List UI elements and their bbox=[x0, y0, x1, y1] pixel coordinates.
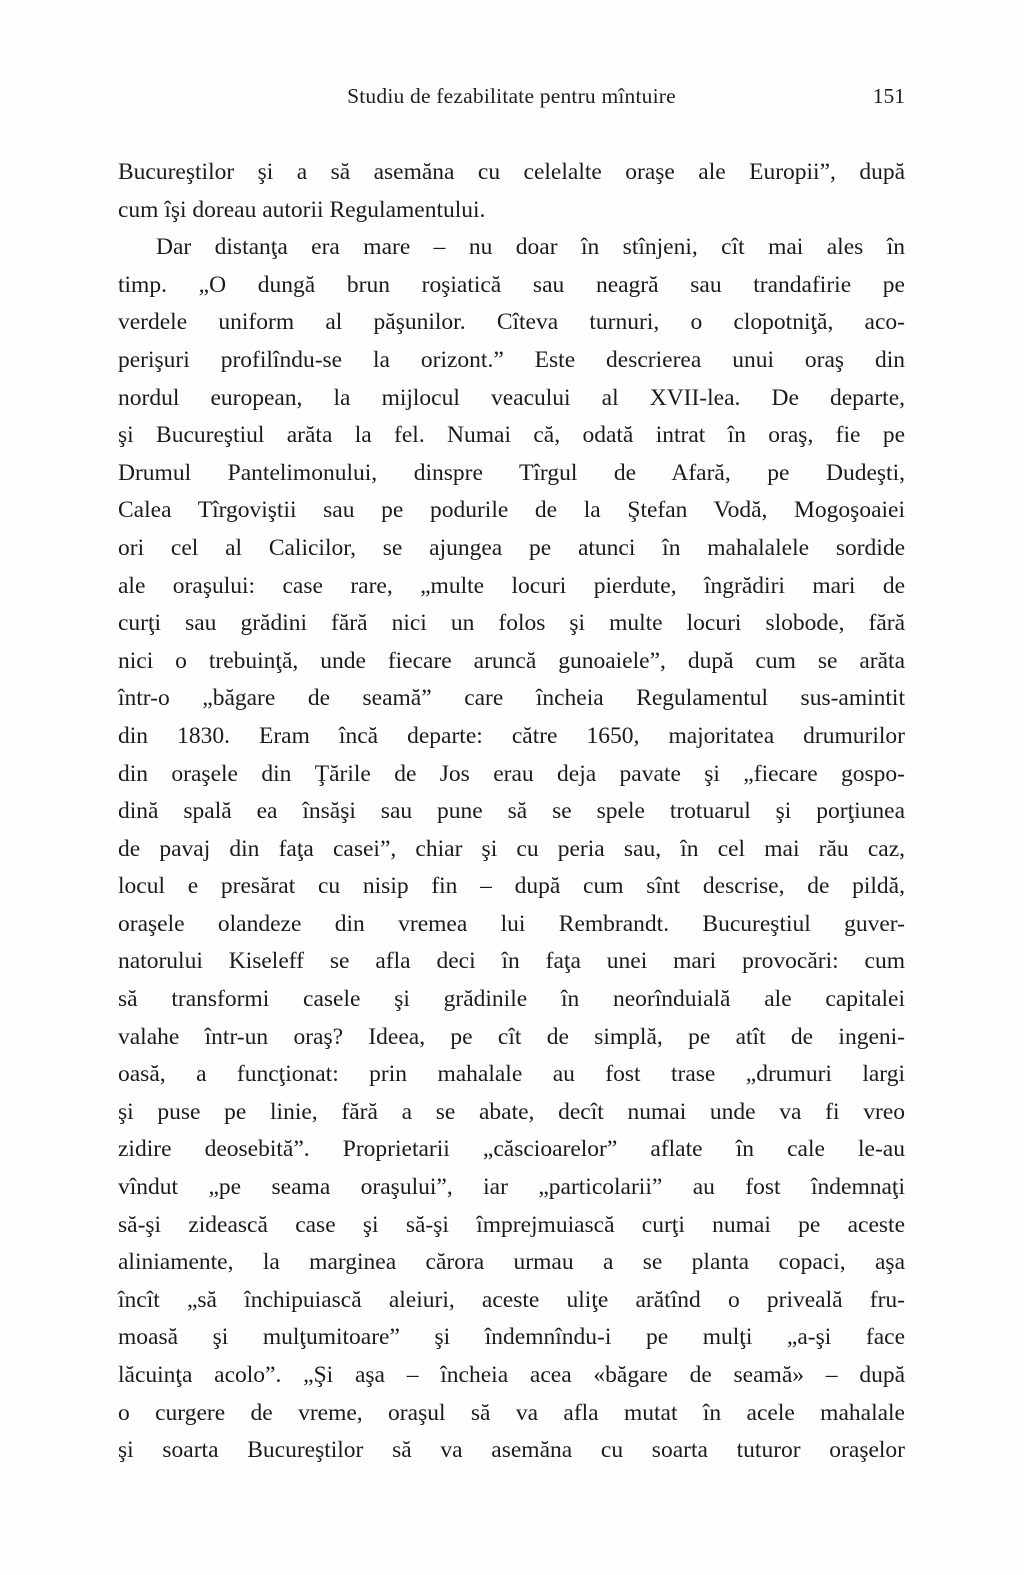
text-line: aliniamente, la marginea cărora urmau a se planta copaci, aşa bbox=[118, 1249, 905, 1276]
text-line: ale oraşului: case rare, „multe locuri pierdute, îngrădiri mari de bbox=[118, 572, 905, 599]
text-line: curţi sau grădini fără nici un folos şi multe locuri slobode, fără bbox=[118, 610, 905, 637]
text-line: din 1830. Eram încă departe: către 1650, majoritatea drumurilor bbox=[118, 722, 905, 749]
text-line: valahe într-un oraş? Ideea, pe cît de simplă, pe atît de ingeni- bbox=[118, 1023, 905, 1050]
text-line: natorului Kiseleff se afla deci în faţa unei mari provocări: cum bbox=[118, 948, 905, 975]
page-number: 151 bbox=[872, 84, 905, 108]
text-line: de pavaj din faţa casei”, chiar şi cu peria sau, în cel mai rău caz, bbox=[118, 835, 905, 862]
text-line: într-o „băgare de seamă” care încheia Regulamentul sus-amintit bbox=[118, 685, 905, 712]
text-line: Calea Tîrgoviştii sau pe podurile de la Ştefan Vodă, Mogoşoaiei bbox=[118, 497, 905, 524]
text-line: lăcuinţa acolo”. „Şi aşa – încheia acea «băgare de seamă» – după bbox=[118, 1362, 905, 1388]
body-text bbox=[118, 154, 905, 1470]
text-line: şi soarta Bucureştilor să va asemăna cu soarta tuturor oraşelor bbox=[118, 1437, 905, 1464]
text-line: Drumul Pantelimonului, dinspre Tîrgul de Afară, pe Dudeşti, bbox=[118, 459, 905, 486]
text-line: nici o trebuinţă, unde fiecare aruncă gunoaiele”, după cum se arăta bbox=[118, 647, 905, 674]
text-line: dină spală ea însăşi sau pune să se spele trotuarul şi porţiunea bbox=[118, 798, 905, 825]
text-line: cum îşi doreau autorii Regulamentului. bbox=[118, 196, 486, 223]
text-line: ori cel al Calicilor, se ajungea pe atunci în mahalalele sordide bbox=[118, 534, 905, 561]
text-line: oasă, a funcţionat: prin mahalale au fost trase „drumuri largi bbox=[118, 1061, 905, 1088]
text-line: locul e presărat cu nisip fin – după cum sînt descrise, de pildă, bbox=[118, 873, 905, 900]
text-line: o curgere de vreme, oraşul să va afla mutat în acele mahalale bbox=[118, 1399, 905, 1426]
text-line: să transformi casele şi grădinile în neorînduială ale capitalei bbox=[118, 986, 905, 1013]
text-line: oraşele olandeze din vremea lui Rembrandt. Bucureştiul guver- bbox=[118, 910, 905, 937]
running-head-title: Studiu de fezabilitate pentru mîntuire bbox=[347, 84, 676, 108]
page-header bbox=[118, 82, 905, 112]
text-line: din oraşele din Ţările de Jos erau deja pavate şi „fiecare gospo- bbox=[118, 760, 905, 787]
text-line: timp. „O dungă brun roşiatică sau neagră sau trandafirie pe bbox=[118, 271, 905, 298]
text-line: moasă şi mulţumitoare” şi îndemnîndu-i pe mulţi „a-şi face bbox=[118, 1324, 905, 1351]
text-line: verdele uniform al păşunilor. Cîteva turnuri, o clopotniţă, aco- bbox=[118, 309, 905, 336]
text-line: vîndut „pe seama oraşului”, iar „particolarii” au fost îndemnaţi bbox=[118, 1174, 905, 1201]
text-line: zidire deosebită”. Proprietarii „căscioarelor” aflate în cale le-au bbox=[118, 1136, 905, 1163]
text-line: Bucureştilor şi a să asemăna cu celelalte oraşe ale Europii”, după bbox=[118, 159, 905, 185]
text-line: încît „să închipuiască aleiuri, aceste uliţe arătînd o priveală fru- bbox=[118, 1286, 905, 1313]
text-line: şi Bucureştiul arăta la fel. Numai că, odată intrat în oraş, fie pe bbox=[118, 422, 905, 449]
text-line: să-şi zidească case şi să-şi împrejmuiască curţi numai pe aceste bbox=[118, 1211, 905, 1238]
text-line: nordul european, la mijlocul veacului al XVII-lea. De departe, bbox=[118, 384, 905, 411]
text-line: şi puse pe linie, fără a se abate, decît numai unde va fi vreo bbox=[118, 1098, 905, 1125]
text-line: perişuri profilîndu-se la orizont.” Este descrierea unui oraş din bbox=[118, 346, 905, 373]
text-line: Dar distanţa era mare – nu doar în stînjeni, cît mai ales în bbox=[156, 234, 905, 261]
